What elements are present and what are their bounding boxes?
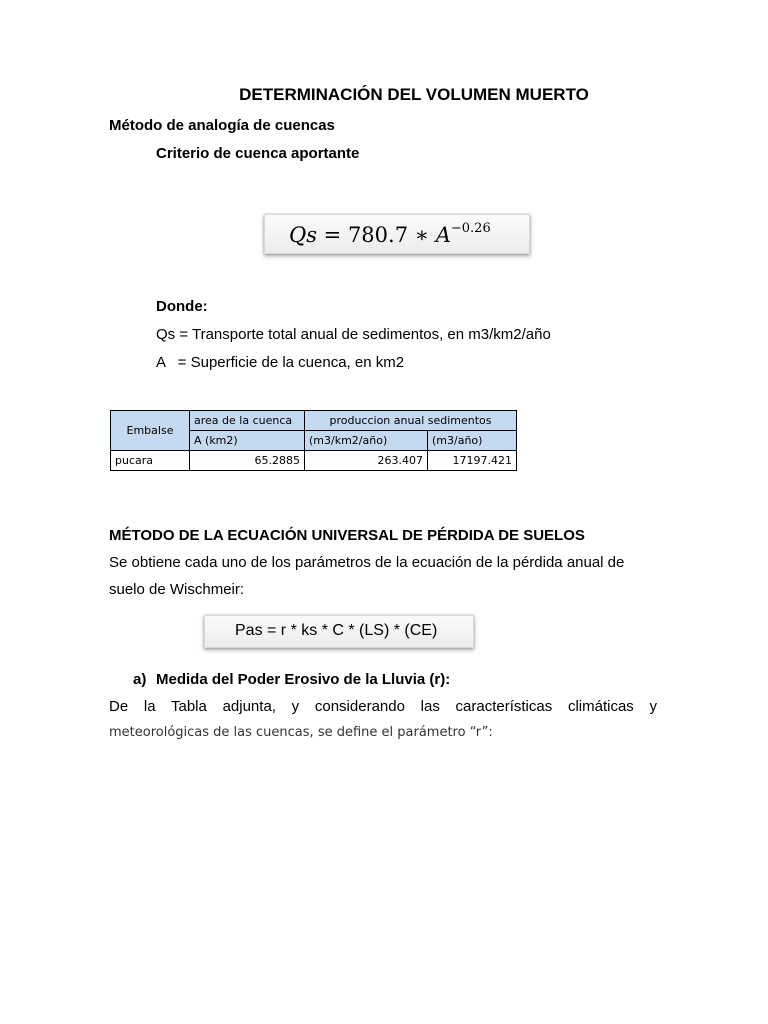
table-row [111,451,517,471]
usle-paragraph-line2: suelo de Wischmeir: [109,581,245,598]
section-heading-analogia: Método de analogía de cuencas [109,117,335,134]
formula-qs-var: A [435,223,451,247]
item-a-label: a) [133,671,147,688]
subheading-cuenca-aportante: Criterio de cuenca aportante [156,145,360,162]
donde-line-qs: Qs = Transporte total anual de sedimentos, en m3/km2/año [156,326,551,343]
formula-qs-exponent: −0.26 [450,221,491,236]
header-unit-m3: (m3/año) [428,431,517,451]
header-unit-m3km2: (m3/km2/año) [305,431,428,451]
item-a-line1: De la Tabla adjunta, y considerando las características climáticas y [109,698,657,715]
formula-qs-image [264,214,530,254]
header-area: area de la cuenca [190,411,305,431]
cell-embalse: pucara [111,451,190,471]
item-a-heading: Medida del Poder Erosivo de la Lluvia (r): [156,671,451,688]
usle-paragraph-line1: Se obtiene cada uno de los parámetros de la ecuación de la pérdida anual de [109,554,625,571]
donde-line-a: A = Superficie de la cuenca, en km2 [156,354,405,371]
cell-prod-m3km2: 263.407 [305,451,428,471]
formula-qs [289,221,491,247]
page-title: DETERMINACIÓN DEL VOLUMEN MUERTO [239,85,589,104]
item-a-line2: meteorológicas de las cuencas, se define el parámetro “r”: [109,725,493,740]
formula-qs-lhs: Qs [289,223,317,247]
header-area-unit: A (km2) [190,431,305,451]
donde-label: Donde: [156,298,208,315]
cell-prod-m3: 17197.421 [428,451,517,471]
header-embalse: Embalse [111,411,190,451]
formula-pas-image [204,615,474,648]
sediment-table [110,410,517,471]
section-heading-usle: MÉTODO DE LA ECUACIÓN UNIVERSAL DE PÉRDIDA DE SUELOS [109,527,585,544]
cell-area: 65.2885 [190,451,305,471]
formula-pas: Pas = r * ks * C * (LS) * (CE) [235,622,438,639]
header-produccion: produccion anual sedimentos [305,411,517,431]
formula-qs-eq: = 780.7 ∗ [317,223,436,247]
